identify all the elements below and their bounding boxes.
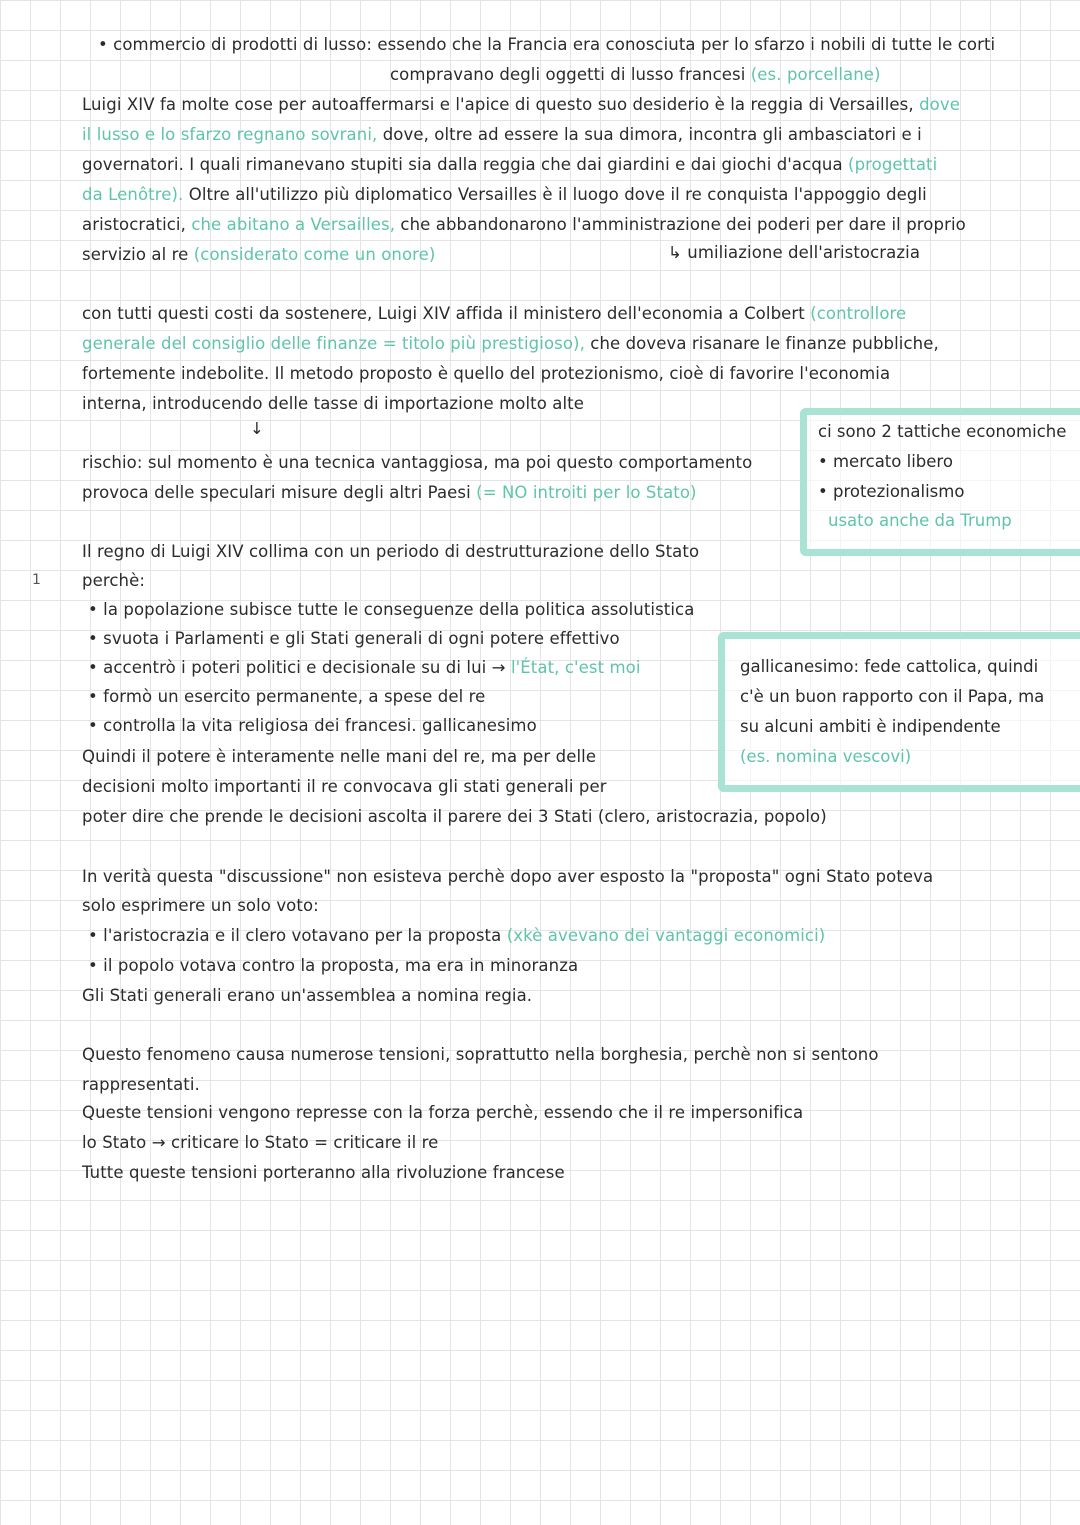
- line-power-king: Quindi il potere è interamente nelle mani del re, ma per delle: [82, 747, 597, 766]
- bullet-parliaments: • svuota i Parlamenti e gli Stati generali di ogni potere effettivo: [88, 629, 620, 648]
- text: provoca delle speculari misure degli altri Paesi: [82, 483, 471, 502]
- annotation: (controllore: [810, 304, 907, 323]
- box2-line3: su alcuni ambiti è indipendente: [740, 717, 1001, 736]
- text: che abbandonarono l'amministrazione dei poderi per dare il proprio: [400, 215, 966, 234]
- line-one-vote: solo esprimere un solo voto:: [82, 896, 319, 915]
- box2-line1: gallicanesimo: fede cattolica, quindi: [740, 657, 1039, 676]
- bullet-army: • formò un esercito permanente, a spese del re: [88, 687, 486, 706]
- annotation: dove: [919, 95, 960, 114]
- text: • l'aristocrazia e il clero votavano per la proposta: [88, 926, 502, 945]
- text: Luigi XIV fa molte cose per autoaffermarsi e l'apice di questo suo desiderio è la reggia di Versailles,: [82, 95, 914, 114]
- line-luxury-reign: [82, 124, 922, 146]
- box-title: ci sono 2 tattiche economiche: [818, 422, 1067, 441]
- line-destructuring: Il regno di Luigi XIV collima con un periodo di destrutturazione dello Stato: [82, 542, 700, 561]
- annotation: (progettati: [848, 155, 938, 174]
- text: governatori. I quali rimanevano stupiti sia dalla reggia che dai giardini e dai giochi d'acqua: [82, 155, 843, 174]
- line-because: perchè:: [82, 571, 145, 590]
- line-import-taxes: interna, introducendo delle tasse di importazione molto alte: [82, 394, 584, 413]
- line-tensions: Questo fenomeno causa numerose tensioni, soprattutto nella borghesia, perchè non si sentono: [82, 1045, 879, 1064]
- box2-line4: (es. nomina vescovi): [740, 747, 912, 766]
- text: servizio al re: [82, 245, 189, 264]
- line-finances: [82, 333, 939, 355]
- line-luxury-objects: [390, 64, 881, 86]
- line-three-estates: poter dire che prende le decisioni ascolta il parere dei 3 Stati (clero, aristocrazia, popolo): [82, 807, 827, 826]
- line-protectionism: fortemente indebolite. Il metodo proposto è quello del protezionismo, cioè di favorire l'economia: [82, 364, 891, 383]
- bullet-population: • la popolazione subisce tutte le conseguenze della politica assolutistica: [88, 600, 695, 619]
- box2-line2: c'è un buon rapporto con il Papa, ma: [740, 687, 1045, 706]
- line-luxury-trade: • commercio di prodotti di lusso: essendo che la Francia era conosciuta per lo sfarzo i nobili di tutte le corti: [98, 35, 996, 54]
- line-discussion: In verità questa "discussione" non esisteva perchè dopo aver esposto la "proposta" ogni Stato poteva: [82, 867, 934, 886]
- line-colbert: [82, 303, 906, 325]
- text: aristocratici,: [82, 215, 186, 234]
- annotation: generale del consiglio delle finanze = titolo più prestigioso),: [82, 334, 585, 353]
- line-represented: rappresentati.: [82, 1075, 200, 1094]
- text: con tutti questi costi da sostenere, Luigi XIV affida il ministero dell'economia a Colbert: [82, 304, 805, 323]
- arrow-down-icon: ↓: [250, 419, 264, 438]
- line-service: [82, 244, 435, 266]
- text: dove, oltre ad essere la sua dimora, incontra gli ambasciatori e i: [382, 125, 922, 144]
- line-criticize: lo Stato → criticare lo Stato = criticare il re: [82, 1133, 439, 1152]
- bullet-religion: • controlla la vita religiosa dei francesi. gallicanesimo: [88, 716, 537, 735]
- line-risk: rischio: sul momento è una tecnica vantaggiosa, ma poi questo comportamento: [82, 453, 753, 472]
- annotation: che abitano a Versailles,: [191, 215, 396, 234]
- line-versailles: [82, 94, 960, 116]
- annotation: (xkè avevano dei vantaggi economici): [506, 926, 826, 945]
- bullet-people-vote: • il popolo votava contro la proposta, ma era in minoranza: [88, 956, 579, 975]
- margin-mark: 1: [32, 572, 41, 588]
- annotation: (considerato come un onore): [193, 245, 436, 264]
- box-item-protectionism: • protezionalismo: [818, 482, 965, 501]
- line-estates-convened: decisioni molto importanti il re convocava gli stati generali per: [82, 777, 607, 796]
- annotation: il lusso e lo sfarzo regnano sovrani,: [82, 125, 378, 144]
- box-note-trump: usato anche da Trump: [828, 511, 1012, 530]
- annotation: da Lenôtre).: [82, 185, 184, 204]
- box-item-free-market: • mercato libero: [818, 452, 953, 471]
- line-humiliation: ↳ umiliazione dell'aristocrazia: [668, 243, 921, 262]
- line-aristocrats: [82, 214, 966, 236]
- quote-etat: l'État, c'est moi: [510, 658, 641, 677]
- line-repressed: Queste tensioni vengono represse con la forza perchè, essendo che il re impersonifica: [82, 1103, 804, 1122]
- bullet-centralized-power: [88, 657, 641, 679]
- line-counter-measures: [82, 482, 697, 504]
- bullet-aristocracy-vote: [88, 925, 825, 947]
- line-revolution: Tutte queste tensioni porteranno alla rivoluzione francese: [82, 1163, 565, 1182]
- text: • accentrò i poteri politici e decisionale su di lui →: [88, 658, 506, 677]
- line-lenotre: [82, 184, 927, 206]
- annotation: (es. porcellane): [750, 65, 881, 84]
- text: che doveva risanare le finanze pubbliche,: [590, 334, 939, 353]
- text: Oltre all'utilizzo più diplomatico Versailles è il luogo dove il re conquista l'appoggio degli: [188, 185, 927, 204]
- annotation: (= NO introiti per lo Stato): [476, 483, 697, 502]
- text: compravano degli oggetti di lusso francesi: [390, 65, 746, 84]
- line-governors: [82, 154, 937, 176]
- line-royal-assembly: Gli Stati generali erano un'assemblea a nomina regia.: [82, 986, 533, 1005]
